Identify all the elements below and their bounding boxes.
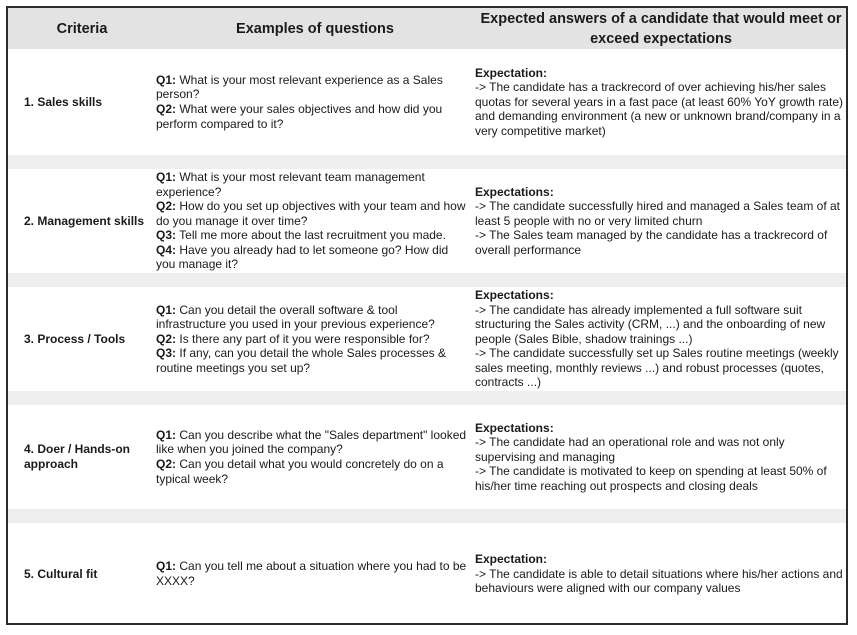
- header-questions: Examples of questions: [236, 20, 394, 37]
- criteria-cell: 2. Management skills: [24, 213, 145, 228]
- criteria-cell: 3. Process / Tools: [24, 331, 126, 346]
- table-row: [8, 169, 846, 273]
- question-item: Q1: What is your most relevant team management experience?: [156, 169, 425, 199]
- question-item: Q1: Can you tell me about a situation where you had to be XXXX?: [156, 559, 467, 588]
- criteria-cell: 5. Cultural fit: [24, 566, 98, 581]
- table-row: [8, 287, 846, 391]
- answers-cell: [475, 169, 845, 273]
- question-item: Q3: If any, can you detail the whole Sales processes & routine meetings you set up?: [156, 346, 446, 375]
- questions-cell: [156, 49, 468, 155]
- table-row: [8, 49, 846, 155]
- answer-item: -> The candidate had an operational role and was not only supervising and managing: [475, 435, 785, 464]
- expectation-title: Expectation:: [475, 65, 548, 80]
- question-item: Q3: Tell me more about the last recruitment you made.: [156, 228, 446, 243]
- question-item: Q1: Can you describe what the "Sales department" looked like when you joined the company?: [156, 427, 467, 457]
- answers-cell: [475, 287, 845, 391]
- question-item: Q2: What were your sales objectives and how did you perform compared to it?: [156, 102, 443, 131]
- question-item: Q1: Can you detail the overall software & tool infrastructure you used in your previous experience?: [156, 302, 435, 332]
- question-item: Q2: How do you set up objectives with your team and how do you manage it over time?: [156, 199, 466, 228]
- answers-cell: [475, 49, 845, 155]
- answer-item: -> The candidate has a trackrecord of over achieving his/her sales quotas for several years in a fast pace (at least 60% YoY growth rate) and demanding environment (a new or unknown brand/company in a very competitive market): [475, 80, 843, 138]
- expectation-title: Expectation:: [475, 552, 548, 567]
- questions-cell: [156, 523, 468, 625]
- answer-item: -> The candidate successfully set up Sales routine meetings (weekly sales meeting, monthly reviews ...) and robust processes (quotes, contracts ...): [475, 346, 839, 390]
- answers-cell: [475, 405, 845, 509]
- question-item: Q1: What is your most relevant experience as a Sales person?: [156, 72, 443, 102]
- table-row: [8, 523, 846, 625]
- questions-cell: [156, 169, 468, 273]
- questions-cell: [156, 287, 468, 391]
- row-separator: [8, 509, 846, 523]
- expectation-title: Expectations:: [475, 420, 554, 435]
- answer-item: -> The candidate is motivated to keep on spending at least 50% of his/her time reaching out prospects and closing deals: [475, 464, 827, 493]
- questions-cell: [156, 405, 468, 509]
- expectation-title: Expectations:: [475, 184, 554, 199]
- criteria-table: [6, 6, 848, 625]
- header-answers: [474, 8, 848, 49]
- expectation-title: Expectations:: [475, 287, 554, 302]
- header-criteria: Criteria: [56, 20, 108, 37]
- table-row: [8, 405, 846, 509]
- question-item: Q2: Is there any part of it you were responsible for?: [156, 331, 430, 346]
- criteria-cell: 4. Doer / Hands-on approach: [24, 442, 131, 471]
- header-answers-line-1: Expected answers of a candidate that would meet or: [480, 10, 842, 27]
- answers-cell: [475, 523, 845, 625]
- header-answers-line-2: exceed expectations: [590, 30, 732, 47]
- answer-item: -> The candidate is able to detail situations where his/her actions and behaviours were aligned with our company values: [475, 566, 843, 596]
- question-item: Q4: Have you already had to let someone go? How did you manage it?: [156, 242, 449, 272]
- answer-item: -> The candidate has already implemented a full software suit structuring the Sales activity (CRM, ...) and the onboarding of new people (Sales Bible, shadow trainings ...): [475, 302, 826, 346]
- answer-item: -> The candidate successfully hired and managed a Sales team of at least 5 people with no or very limited churn: [475, 199, 840, 228]
- row-separator: [8, 391, 846, 405]
- table-header: [8, 8, 846, 49]
- answer-item: -> The Sales team managed by the candidate has a trackrecord of overall performance: [475, 228, 828, 257]
- question-item: Q2: Can you detail what you would concretely do on a typical week?: [156, 457, 444, 486]
- row-separator: [8, 273, 846, 287]
- row-separator: [8, 155, 846, 169]
- criteria-cell: 1. Sales skills: [24, 94, 103, 109]
